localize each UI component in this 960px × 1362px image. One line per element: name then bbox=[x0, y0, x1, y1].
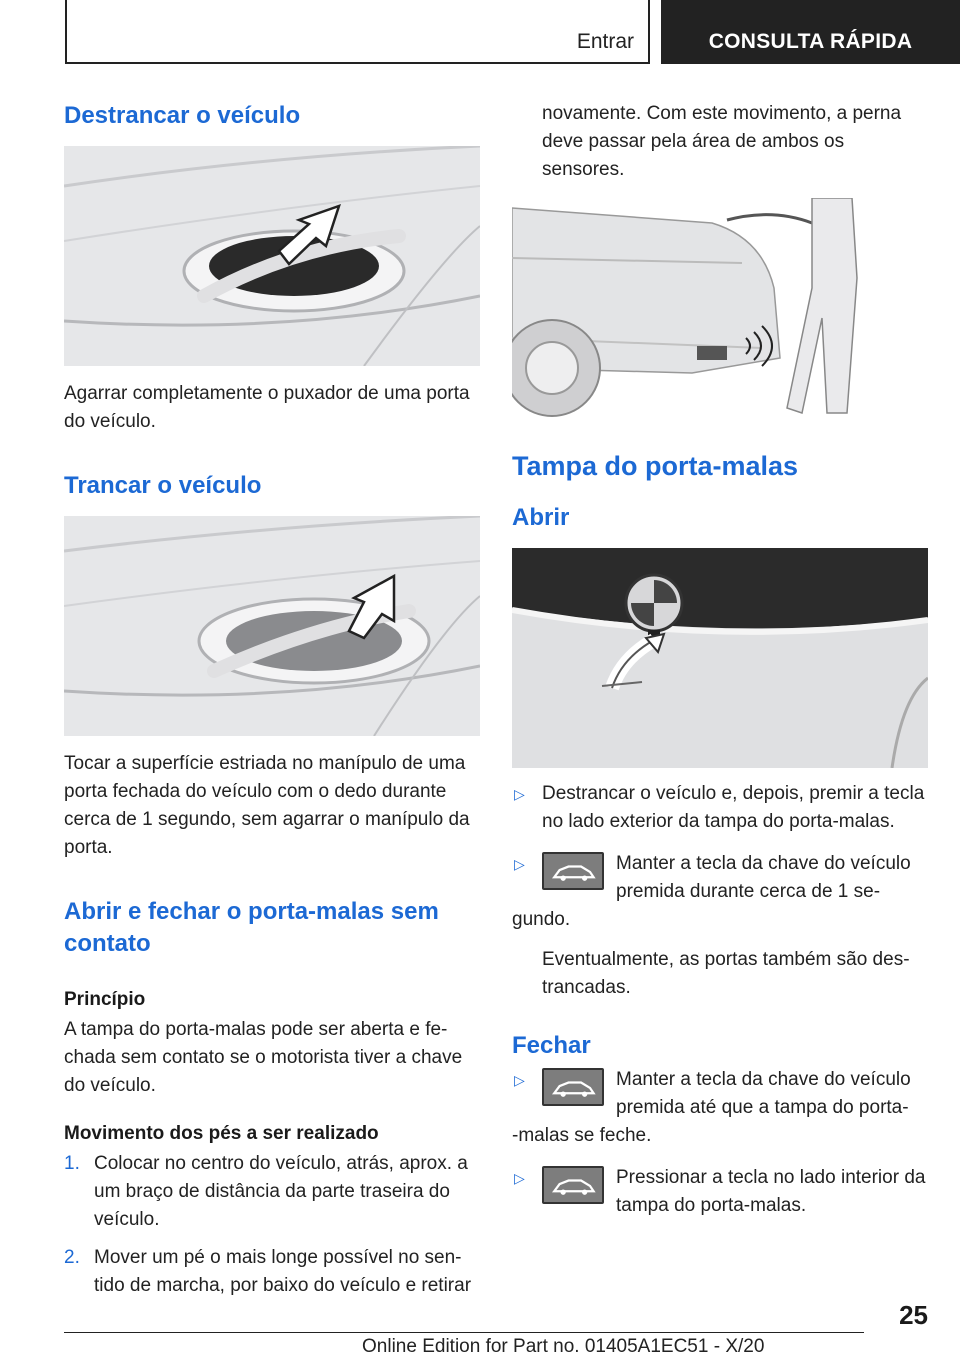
lock-text: Tocar a superfície estriada no manípulo de uma porta fechada do veículo com o dedo durante cerca de 1 segundo, sem agarrar o manípulo da porta. bbox=[64, 753, 470, 858]
open-heading: Abrir bbox=[512, 504, 570, 531]
door-handle-unlock-illustration bbox=[64, 146, 480, 366]
footer-edition: Online Edition for Part no. 01405A1EC51 - X/20 bbox=[362, 1336, 765, 1357]
list-item bbox=[64, 1150, 480, 1234]
step-number: 2. bbox=[64, 1247, 80, 1268]
lock-heading: Trancar o veículo bbox=[64, 472, 262, 499]
bullet-triangle-icon: ▷ bbox=[514, 786, 525, 802]
list-item bbox=[64, 1244, 480, 1300]
movement-steps-list bbox=[64, 1150, 480, 1300]
step-text: Mover um pé o mais longe possível no sen- tido de marcha, por baixo do veículo e retirar bbox=[94, 1247, 472, 1296]
close-bullet-inside-button bbox=[512, 1164, 928, 1220]
bullet-text-continued: -malas se feche. bbox=[512, 1125, 652, 1146]
bullet-text-continued: gundo. bbox=[512, 909, 571, 930]
page-number: 25 bbox=[899, 1300, 928, 1330]
footer-divider bbox=[64, 1332, 864, 1333]
trunk-heading: Tampa do porta-malas bbox=[512, 451, 799, 481]
bullet-note: Eventualmente, as portas também são des- trancadas. bbox=[542, 949, 910, 998]
bullet-text: Manter a tecla da chave do veículo premida até que a tampa do porta- bbox=[616, 1069, 911, 1118]
bullet-text: Pressionar a tecla no lado interior da tampa do porta-malas. bbox=[616, 1167, 926, 1216]
bullet-triangle-icon: ▷ bbox=[514, 1170, 525, 1186]
principle-text: A tampa do porta-malas pode ser aberta e fe- chada sem contato se o motorista tiver a chave do veículo. bbox=[64, 1019, 463, 1096]
trunk-key-button-icon bbox=[542, 1068, 604, 1106]
trunk-key-button-icon bbox=[542, 852, 604, 890]
open-bullet-key-button bbox=[512, 850, 928, 1002]
open-bullet-outside-button bbox=[512, 780, 928, 836]
header-section: Entrar bbox=[576, 30, 634, 53]
close-heading: Fechar bbox=[512, 1032, 591, 1059]
continuation-text: novamente. Com este movimento, a perna deve passar pela área de ambos os sensores. bbox=[542, 103, 902, 180]
right-column bbox=[512, 100, 928, 1220]
step-text: Colocar no centro do veículo, atrás, aprox. a um braço de distância da parte traseira do veículo. bbox=[94, 1153, 468, 1230]
left-column bbox=[64, 100, 480, 1300]
header-chapter-tab: CONSULTA RÁPIDA bbox=[661, 0, 960, 64]
bullet-text: Manter a tecla da chave do veículo premida durante cerca de 1 se- bbox=[616, 853, 911, 902]
unlock-text: Agarrar completamente o puxador de uma porta do veículo. bbox=[64, 383, 470, 432]
foot-movement-illustration bbox=[512, 198, 862, 418]
trunk-key-button-icon bbox=[542, 1166, 604, 1204]
unlock-heading: Destrancar o veículo bbox=[64, 102, 301, 129]
bullet-triangle-icon: ▷ bbox=[514, 856, 525, 872]
bullet-triangle-icon: ▷ bbox=[514, 1072, 525, 1088]
close-bullet-key-button bbox=[512, 1066, 928, 1150]
header-box bbox=[65, 0, 650, 64]
trunk-button-illustration bbox=[512, 548, 928, 768]
contactless-heading: Abrir e fechar o porta-malas sem contato bbox=[64, 898, 439, 957]
principle-heading: Princípio bbox=[64, 989, 146, 1010]
step-number: 1. bbox=[64, 1153, 80, 1174]
bullet-text: Destrancar o veículo e, depois, premir a tecla no lado exterior da tampa do porta-malas. bbox=[542, 783, 925, 832]
movement-heading: Movimento dos pés a ser realizado bbox=[64, 1123, 379, 1144]
door-handle-lock-illustration bbox=[64, 516, 480, 736]
